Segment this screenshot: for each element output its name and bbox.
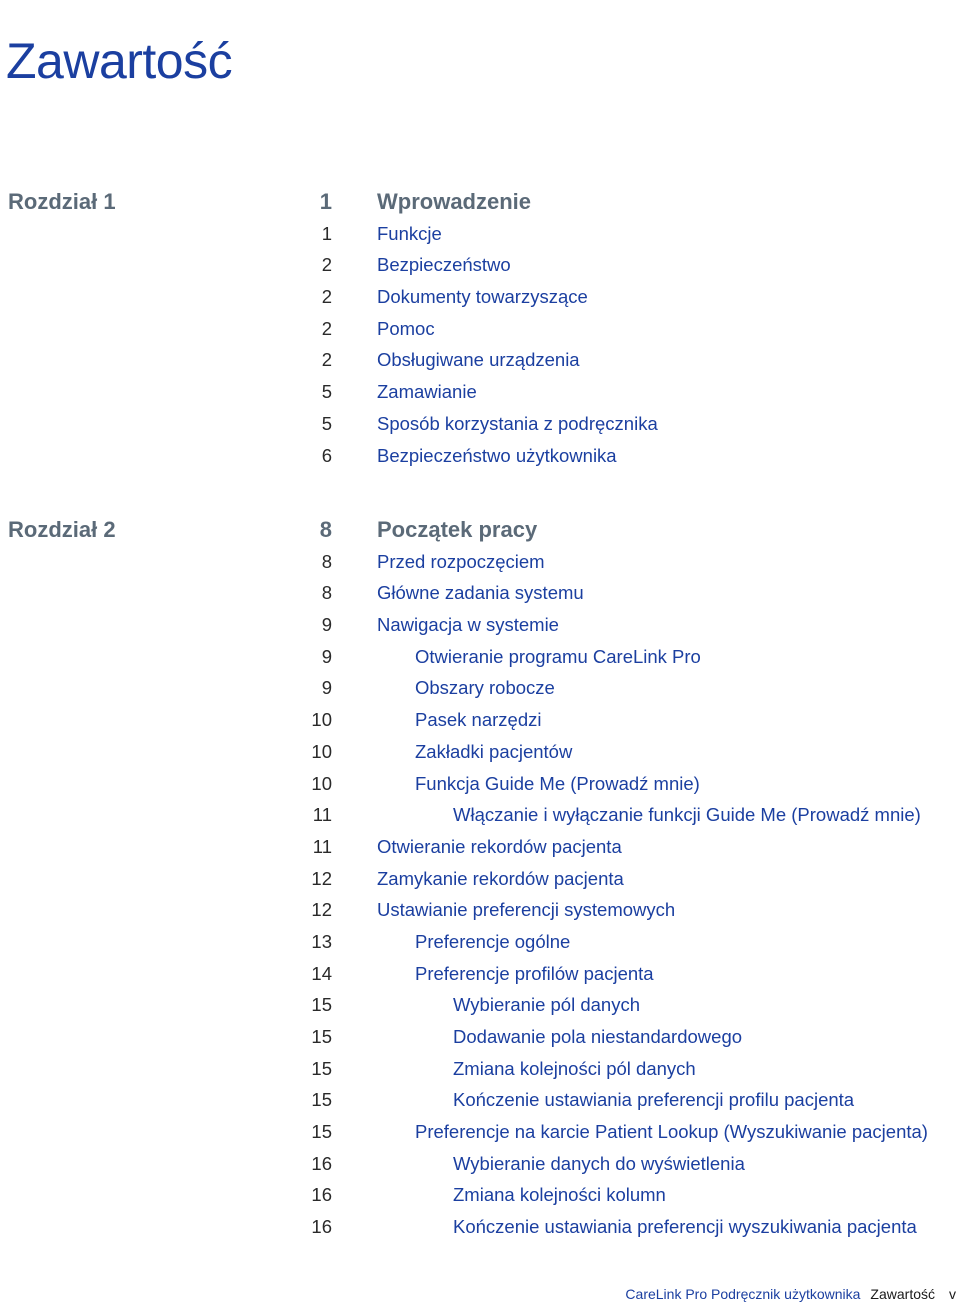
toc-page-number: 8 bbox=[321, 550, 332, 572]
toc-page-number: 9 bbox=[321, 614, 332, 636]
toc-entry-title: Otwieranie rekordów pacjenta bbox=[377, 835, 622, 857]
toc-entry[interactable] bbox=[0, 894, 960, 926]
toc-entry[interactable] bbox=[0, 863, 960, 895]
toc-entry[interactable] bbox=[0, 736, 960, 768]
toc-entry-title: Kończenie ustawiania preferencji profilu pacjenta bbox=[453, 1089, 855, 1111]
toc-page-number: 10 bbox=[311, 709, 332, 731]
toc-entry-title: Ustawianie preferencji systemowych bbox=[377, 899, 676, 921]
toc-page-number: 2 bbox=[321, 286, 332, 308]
chapter-title: Wprowadzenie bbox=[377, 189, 532, 214]
toc-entry[interactable] bbox=[0, 546, 960, 578]
toc-entry[interactable] bbox=[0, 989, 960, 1021]
toc-page-number: 2 bbox=[321, 349, 332, 371]
toc-entry-title: Główne zadania systemu bbox=[377, 582, 584, 604]
toc-entry[interactable] bbox=[0, 577, 960, 609]
toc-entry[interactable] bbox=[0, 609, 960, 641]
toc-entry-title: Obszary robocze bbox=[415, 677, 555, 699]
toc-entry[interactable] bbox=[0, 641, 960, 673]
toc-page-number: 9 bbox=[321, 645, 332, 667]
toc-entry[interactable] bbox=[0, 1179, 960, 1211]
toc-page-number: 16 bbox=[311, 1184, 332, 1206]
toc-entry[interactable] bbox=[0, 1211, 960, 1243]
toc-entry[interactable] bbox=[0, 1116, 960, 1148]
chapter-title: Początek pracy bbox=[377, 517, 538, 542]
toc-entry[interactable] bbox=[0, 704, 960, 736]
toc-entry[interactable] bbox=[0, 799, 960, 831]
toc-entry-title: Preferencje na karcie Patient Lookup (Wyszukiwanie pacjenta) bbox=[415, 1121, 928, 1143]
toc-page-number: 5 bbox=[321, 412, 332, 434]
toc-entry[interactable] bbox=[0, 408, 960, 440]
toc-entry[interactable] bbox=[0, 831, 960, 863]
toc-entry-title: Wybieranie pól danych bbox=[453, 994, 640, 1016]
footer-document-title: CareLink Pro Podręcznik użytkownika bbox=[625, 1286, 861, 1302]
toc-entry-title: Preferencje profilów pacjenta bbox=[415, 962, 654, 984]
footer-section-name: Zawartość bbox=[870, 1286, 935, 1302]
toc-entry-title: Bezpieczeństwo użytkownika bbox=[377, 444, 617, 466]
toc-page-number: 9 bbox=[321, 677, 332, 699]
chapter-heading-row[interactable] bbox=[0, 186, 960, 218]
toc-entry[interactable] bbox=[0, 313, 960, 345]
toc-entry[interactable] bbox=[0, 281, 960, 313]
toc-entry[interactable] bbox=[0, 376, 960, 408]
toc-entry[interactable] bbox=[0, 672, 960, 704]
toc-page-number: 8 bbox=[319, 517, 332, 542]
toc-entry[interactable] bbox=[0, 1053, 960, 1085]
toc-entry[interactable] bbox=[0, 1148, 960, 1180]
toc-entry-title: Preferencje ogólne bbox=[415, 930, 571, 952]
toc-page-number: 12 bbox=[311, 899, 332, 921]
toc-entry-title: Zmiana kolejności kolumn bbox=[453, 1184, 666, 1206]
toc-page-number: 10 bbox=[311, 772, 332, 794]
toc-entry[interactable] bbox=[0, 249, 960, 281]
toc-entry-title: Funkcja Guide Me (Prowadź mnie) bbox=[415, 772, 700, 794]
toc-page-number: 1 bbox=[321, 222, 332, 244]
toc-page-number: 11 bbox=[312, 835, 332, 857]
toc-page-number: 1 bbox=[319, 189, 332, 214]
toc-entry-title: Dodawanie pola niestandardowego bbox=[453, 1026, 743, 1047]
toc-entry-title: Pomoc bbox=[377, 317, 435, 339]
toc-page-number: 2 bbox=[321, 317, 332, 339]
footer-page-number: v bbox=[949, 1286, 956, 1302]
toc-entry-title: Przed rozpoczęciem bbox=[377, 550, 545, 572]
toc-entry-title: Obsługiwane urządzenia bbox=[377, 349, 580, 371]
toc-page-number: 15 bbox=[311, 1089, 332, 1111]
toc-entry-title: Bezpieczeństwo bbox=[377, 254, 511, 276]
toc-entry[interactable] bbox=[0, 958, 960, 990]
page-title: Zawartość bbox=[6, 32, 233, 89]
toc-entry[interactable] bbox=[0, 768, 960, 800]
toc-entry[interactable] bbox=[0, 218, 960, 250]
chapter-label: Rozdział 1 bbox=[8, 189, 116, 214]
toc-entry-title: Pasek narzędzi bbox=[415, 709, 542, 731]
toc-page-number: 15 bbox=[311, 994, 332, 1016]
toc-page-number: 2 bbox=[321, 254, 332, 276]
toc-page-number: 15 bbox=[311, 1121, 332, 1143]
toc-entry[interactable] bbox=[0, 344, 960, 376]
chapter-heading-row[interactable] bbox=[0, 514, 960, 546]
toc-page-number: 12 bbox=[311, 867, 332, 889]
toc-page-number: 14 bbox=[311, 962, 332, 984]
toc-entry-title: Zamykanie rekordów pacjenta bbox=[377, 867, 624, 889]
toc-entry[interactable] bbox=[0, 1084, 960, 1116]
toc-page-number: 16 bbox=[311, 1152, 332, 1174]
toc-entry-title: Wybieranie danych do wyświetlenia bbox=[453, 1152, 745, 1174]
toc-page-number: 8 bbox=[321, 582, 332, 604]
toc-entry[interactable] bbox=[0, 440, 960, 472]
chapter-label: Rozdział 2 bbox=[8, 517, 116, 542]
toc-page-number: 6 bbox=[321, 444, 332, 466]
toc-entry-title: Funkcje bbox=[377, 222, 442, 244]
page-footer bbox=[0, 1284, 956, 1304]
toc-entry-title: Kończenie ustawiania preferencji wyszukiwania pacjenta bbox=[453, 1216, 917, 1238]
chapter-block bbox=[0, 186, 960, 471]
toc-entry-title: Dokumenty towarzyszące bbox=[377, 286, 588, 308]
toc-page-number: 16 bbox=[311, 1216, 332, 1238]
toc-entry-title: Zamawianie bbox=[377, 381, 477, 403]
toc-entry-title: Otwieranie programu CareLink Pro bbox=[415, 645, 701, 667]
toc-entry-title: Sposób korzystania z podręcznika bbox=[377, 412, 658, 434]
toc-entry[interactable] bbox=[0, 1021, 960, 1053]
toc-page-number: 15 bbox=[311, 1026, 332, 1047]
toc-entry-title: Zmiana kolejności pól danych bbox=[453, 1057, 696, 1079]
chapter-block bbox=[0, 514, 960, 1243]
toc-page-number: 13 bbox=[311, 930, 332, 952]
toc-entry-title: Nawigacja w systemie bbox=[377, 614, 559, 636]
toc-entry[interactable] bbox=[0, 926, 960, 958]
toc-page-number: 15 bbox=[311, 1057, 332, 1079]
toc-page-number: 11 bbox=[312, 804, 332, 826]
toc-entry-title: Włączanie i wyłączanie funkcji Guide Me (Prowadź mnie) bbox=[453, 804, 921, 826]
toc-page-number: 5 bbox=[321, 381, 332, 403]
toc-page-number: 10 bbox=[311, 740, 332, 762]
toc-entry-title: Zakładki pacjentów bbox=[415, 740, 573, 762]
